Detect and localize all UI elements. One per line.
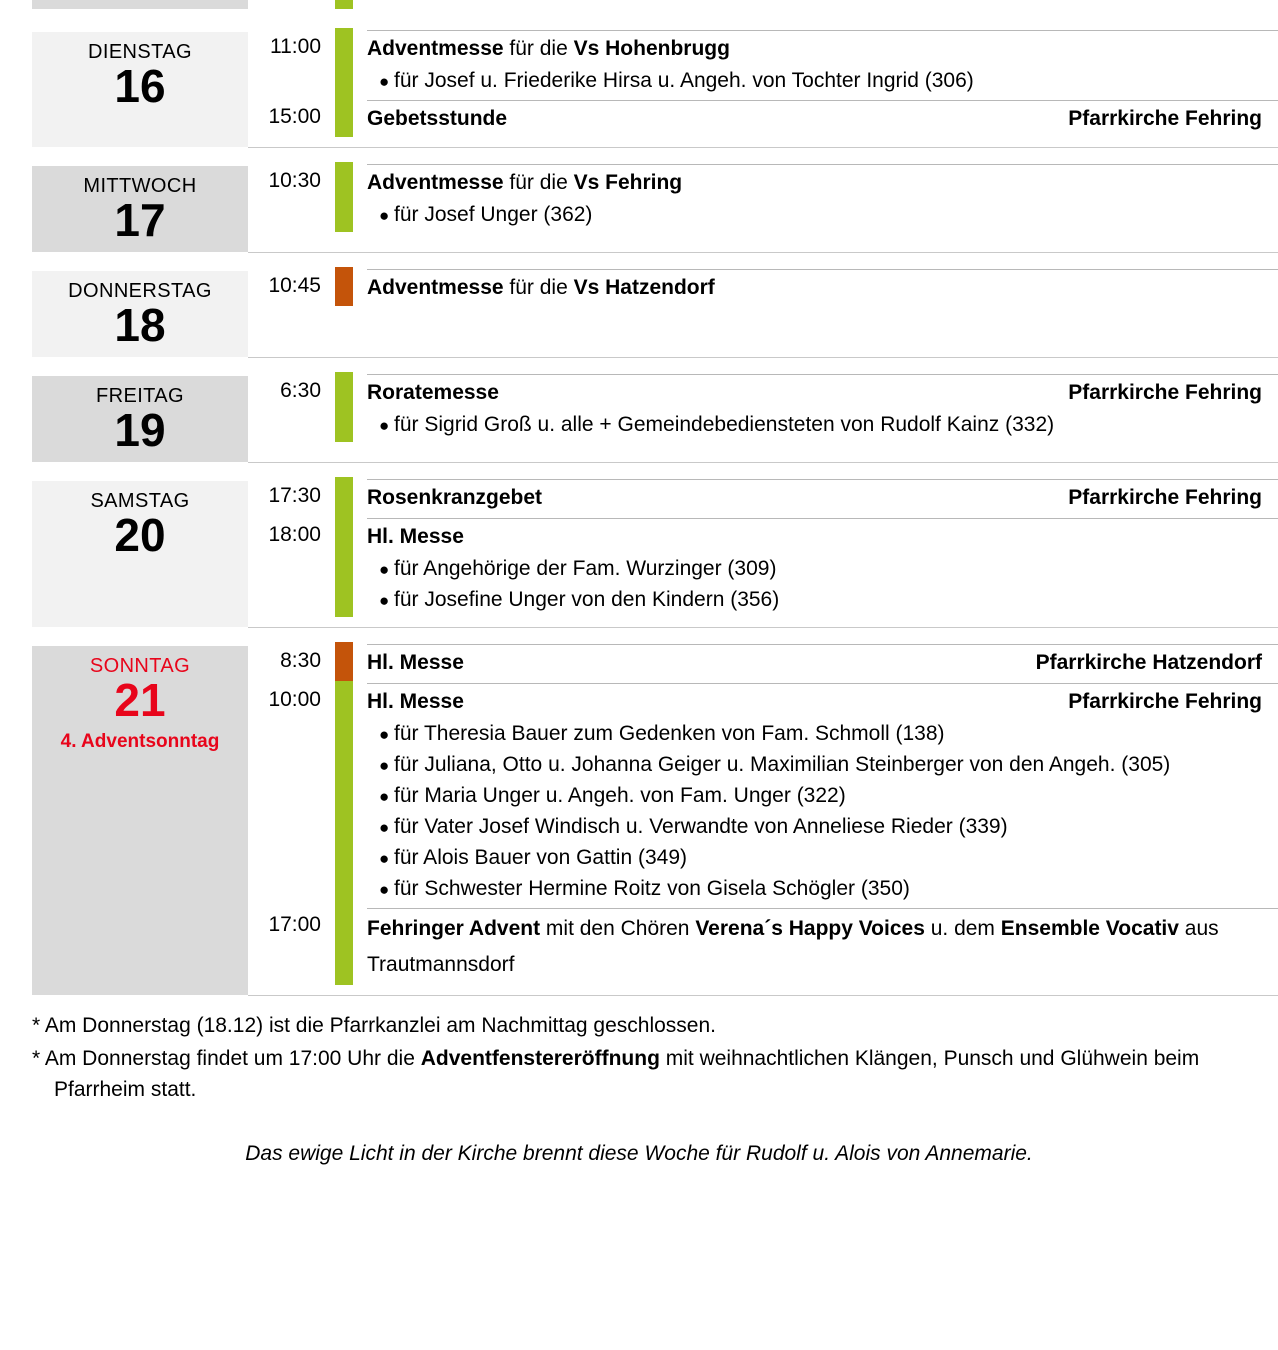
day-cell (0, 148, 248, 252)
day-cell-inner (32, 481, 248, 627)
event-intention (367, 65, 1278, 96)
event-body (353, 162, 1278, 232)
event-intention-text: für Josefine Unger von den Kindern (356) (394, 588, 780, 611)
event-intention-text: für Vater Josef Windisch u. Verwandte von Anneliese Rieder (339) (394, 815, 1008, 838)
day-events (248, 358, 1278, 462)
footnotes (0, 996, 1278, 1105)
event-title: Roratemesse (367, 381, 499, 404)
day-cell-inner (32, 646, 248, 995)
event-accent-bar-green (335, 162, 353, 232)
bullet-icon: ● (379, 849, 394, 868)
day-weekday-label: MITTWOCH (83, 175, 197, 197)
bullet-icon: ● (379, 756, 394, 775)
event-body (353, 267, 1278, 306)
event-headline (367, 269, 1278, 304)
event-intention (367, 811, 1278, 842)
event-intention (367, 409, 1278, 440)
event-entry (248, 642, 1278, 681)
day-weekday-label: DONNERSTAG (68, 280, 212, 302)
event-entry (248, 516, 1278, 617)
event-accent-bar-green (335, 906, 353, 985)
event-intention-text: für Schwester Hermine Roitz von Gisela Schögler (350) (394, 877, 910, 900)
bullet-icon: ● (379, 818, 394, 837)
day-cell-inner (32, 376, 248, 462)
event-headline (367, 518, 1278, 553)
day-subtitle: 4. Adventsonntag (60, 731, 220, 752)
event-time: 18:00 (268, 523, 321, 546)
day-events (248, 148, 1278, 252)
event-intention-text: für Alois Bauer von Gattin (349) (394, 846, 687, 869)
event-intention (367, 780, 1278, 811)
bullet-icon: ● (379, 72, 394, 91)
event-title: Gebetsstunde (367, 107, 508, 130)
day-row (0, 463, 1278, 627)
bullet-icon: ● (379, 880, 394, 899)
event-accent-bar-orange (335, 267, 353, 306)
event-entry (248, 267, 1278, 306)
event-entry (248, 98, 1278, 137)
event-entry (248, 477, 1278, 516)
day-weekday-label: DIENSTAG (88, 41, 192, 63)
event-time: 10:00 (268, 688, 321, 711)
bullet-icon: ● (379, 787, 394, 806)
event-intention (367, 842, 1278, 873)
event-entry (248, 372, 1278, 442)
event-title: Rosenkranzgebet (367, 486, 543, 509)
event-headline (367, 100, 1278, 135)
event-location: Pfarrkirche Fehring (1068, 381, 1262, 404)
event-intention-text: für Angehörige der Fam. Wurzinger (309) (394, 557, 777, 580)
day-events (248, 14, 1278, 147)
day-weekday-label: FREITAG (96, 385, 184, 407)
event-time: 10:45 (268, 274, 321, 297)
day-cell-inner (32, 166, 248, 252)
day-number: 19 (114, 404, 166, 456)
event-entry (248, 28, 1278, 98)
event-intention-text: für Sigrid Groß u. alle + Gemeindebediensteten von Rudolf Kainz (332) (394, 413, 1055, 436)
bullet-icon: ● (379, 591, 394, 610)
event-intention (367, 199, 1278, 230)
day-events (248, 628, 1278, 995)
bullet-icon: ● (379, 560, 394, 579)
event-accent-bar-green (335, 681, 353, 906)
day-cell (0, 253, 248, 357)
day-cell (0, 14, 248, 147)
event-intention (367, 553, 1278, 584)
day-cell-inner (32, 32, 248, 147)
event-body (353, 372, 1278, 442)
event-headline (367, 30, 1278, 65)
event-accent-bar-green (335, 372, 353, 442)
event-headline (367, 644, 1278, 679)
event-time: 10:30 (268, 169, 321, 192)
event-headline (367, 683, 1278, 718)
day-cell-inner (32, 271, 248, 357)
event-headline (367, 908, 1278, 983)
event-time: 6:30 (280, 379, 321, 402)
day-row (0, 628, 1278, 995)
event-intention (367, 718, 1278, 749)
event-entry (248, 906, 1278, 985)
day-weekday-label: SONNTAG (89, 655, 191, 677)
days-list (0, 14, 1278, 996)
day-events (248, 253, 1278, 357)
event-accent-bar-green (335, 477, 353, 516)
day-cell (0, 358, 248, 462)
bullet-icon: ● (379, 206, 394, 225)
event-intention-text: für Theresia Bauer zum Gedenken von Fam. Schmoll (138) (394, 722, 945, 745)
event-intention-text: für Josef Unger (362) (394, 203, 593, 226)
event-location: Pfarrkirche Fehring (1068, 690, 1262, 713)
event-body (353, 98, 1278, 137)
day-row (0, 358, 1278, 462)
event-intention (367, 873, 1278, 904)
event-headline (367, 479, 1278, 514)
event-accent-bar-green (335, 28, 353, 98)
event-body (353, 28, 1278, 98)
day-row (0, 14, 1278, 147)
footnote: * Am Donnerstag (18.12) ist die Pfarrkanzlei am Nachmittag geschlossen. (32, 1014, 716, 1037)
footnote: * Am Donnerstag findet um 17:00 Uhr die Adventfenstereröffnung mit weihnachtlichen Klängen, Punsch und Glühwein beim Pfarrheim statt. (32, 1047, 1200, 1101)
clipped-day-cell (32, 0, 248, 9)
day-number: 21 (114, 674, 166, 726)
event-title: Adventmesse für die Vs Hatzendorf (367, 276, 715, 299)
event-headline (367, 374, 1278, 409)
day-row (0, 148, 1278, 252)
event-time: 11:00 (270, 35, 321, 58)
event-time: 15:00 (268, 105, 321, 128)
bullet-icon: ● (379, 416, 394, 435)
event-body (353, 642, 1278, 681)
event-headline (367, 164, 1278, 199)
day-cell (0, 628, 248, 995)
event-location: Pfarrkirche Fehring (1068, 486, 1262, 509)
event-title: Hl. Messe (367, 690, 464, 713)
day-weekday-label: SAMSTAG (90, 490, 190, 512)
event-body (353, 516, 1278, 617)
day-number: 16 (114, 60, 166, 112)
event-body (353, 681, 1278, 906)
event-accent-bar-green (335, 516, 353, 617)
event-intention-text: für Maria Unger u. Angeh. von Fam. Unger (322) (394, 784, 846, 807)
event-time: 8:30 (280, 649, 321, 672)
event-body (353, 477, 1278, 516)
day-events (248, 463, 1278, 627)
event-accent-bar-orange (335, 642, 353, 681)
event-entry (248, 681, 1278, 906)
clipped-accent-bar (335, 0, 353, 9)
event-entry (248, 162, 1278, 232)
day-number: 17 (114, 194, 166, 246)
event-title: Fehringer Advent mit den Chören Verena´s Happy Voices u. dem Ensemble Vocativ aus Trautmannsdorf (367, 917, 1219, 976)
event-title: Hl. Messe (367, 651, 464, 674)
event-intention (367, 584, 1278, 615)
day-cell (0, 463, 248, 627)
day-row (0, 253, 1278, 357)
day-number: 18 (114, 299, 166, 351)
bullet-icon: ● (379, 725, 394, 744)
clipped-previous-row (0, 0, 1278, 14)
event-location: Pfarrkirche Fehring (1068, 107, 1262, 130)
event-time: 17:30 (268, 484, 321, 507)
event-title: Adventmesse für die Vs Hohenbrugg (367, 37, 730, 60)
event-intention (367, 749, 1278, 780)
event-intention-text: für Juliana, Otto u. Johanna Geiger u. Maximilian Steinberger von den Angeh. (305) (394, 753, 1171, 776)
event-location: Pfarrkirche Hatzendorf (1035, 651, 1262, 674)
event-title: Adventmesse für die Vs Fehring (367, 171, 683, 194)
event-accent-bar-green (335, 98, 353, 137)
event-body (353, 906, 1278, 985)
eternal-light-note: Das ewige Licht in der Kirche brennt diese Woche für Rudolf u. Alois von Annemarie. (245, 1142, 1033, 1165)
event-intention-text: für Josef u. Friederike Hirsa u. Angeh. von Tochter Ingrid (306) (394, 69, 974, 92)
event-time: 17:00 (268, 913, 321, 936)
day-number: 20 (114, 509, 166, 561)
event-title: Hl. Messe (367, 525, 464, 548)
